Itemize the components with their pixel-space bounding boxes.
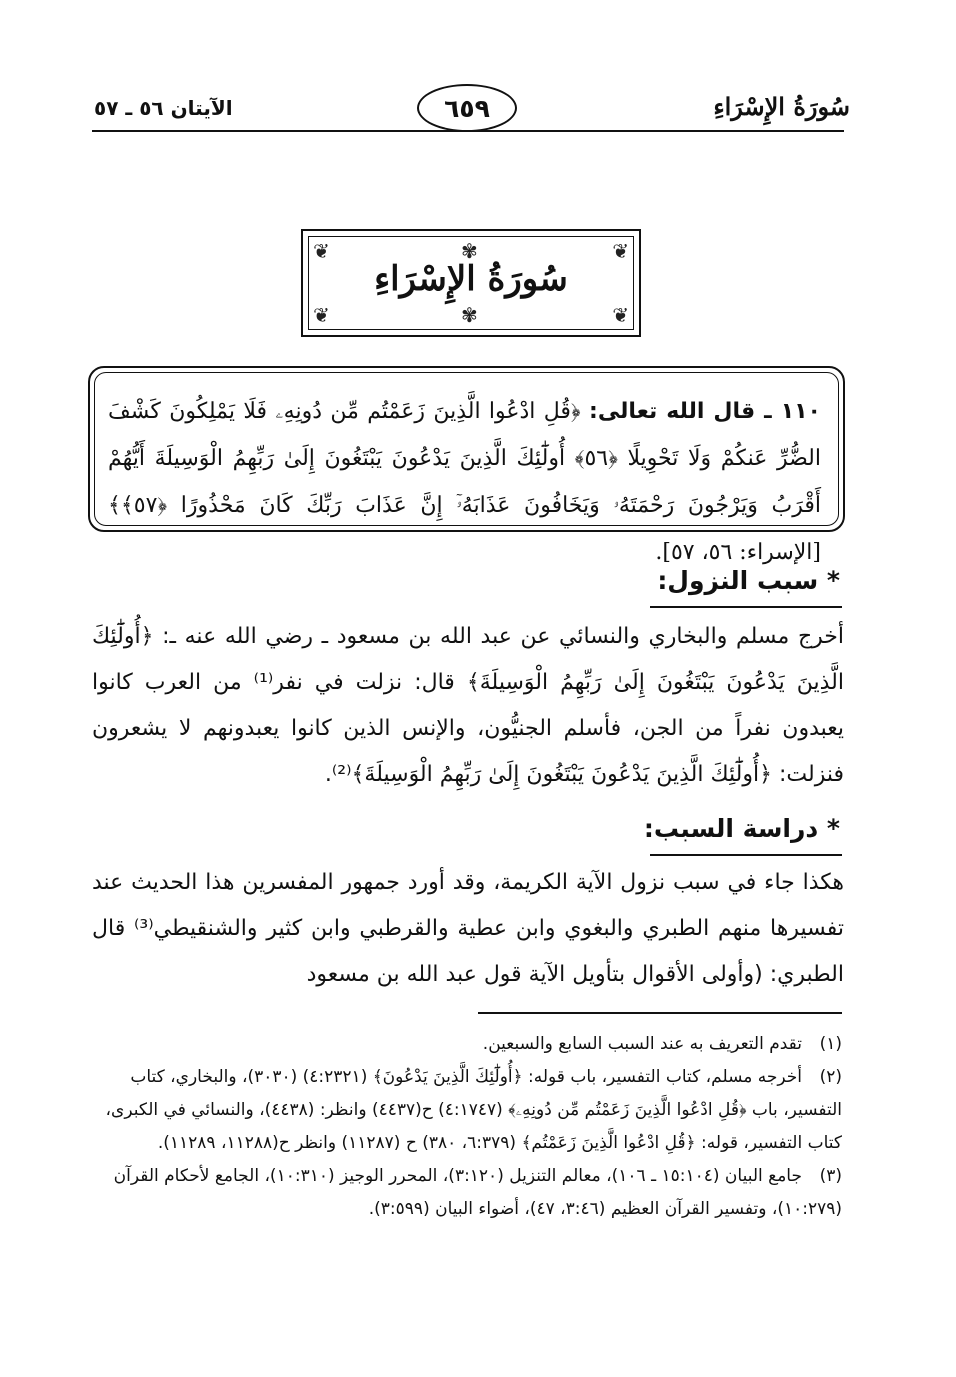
running-header-ayat-range: الآيتان ٥٦ ـ ٥٧ [94, 96, 233, 120]
footnote-item [92, 1160, 842, 1226]
page-number: ٦٥٩ [417, 84, 517, 132]
corner-ornament-icon: ❦ [612, 239, 629, 263]
footnote-item [92, 1061, 842, 1160]
running-header-surah-name: سُورَةُ الإِسْرَاءِ [713, 92, 850, 121]
footnote-divider [478, 1012, 842, 1014]
footnote-item [92, 1028, 842, 1061]
section-heading-study: * دراسة السبب: [643, 814, 840, 843]
footnote-text: أخرجه مسلم، كتاب التفسير، باب قوله: ﴿أُولَٰٓئِكَ الَّذِينَ يَدْعُونَ﴾ (٤:٢٣٢١) (٣٠٣٠)، والبخاري، كتاب التفسير، باب ﴿قُلِ ادْعُوا الَّذِينَ زَعَمْتُم مِّن دُونِهِۦ﴾ (٤:١٧٤٧) ح(٤٤٣٧) وانظر: (٤٤٣٨)، والنسائي في الكبرى، كتاب التفسير، قوله: ﴿قُلِ ادْعُوا الَّذِينَ زَعَمْتُم﴾ (٦:٣٧٩، ٣٨٠) ح (١١٢٨٧) وانظر ح(١١٢٨٨، ١١٢٨٩). [105, 1067, 842, 1153]
footnote-number: (٣) [819, 1166, 842, 1186]
corner-ornament-icon: ❦ [313, 303, 330, 327]
verse-box [88, 366, 845, 565]
footnote-text: تقدم التعريف به عند السبب السابع والسبعين. [482, 1034, 802, 1054]
verse-text: ﴿قُلِ ادْعُوا الَّذِينَ زَعَمْتُم مِّن دُونِهِۦ فَلَا يَمْلِكُونَ كَشْفَ الضُّرِّ عَنكُمْ وَلَا تَحْوِيلًا ﴿٥٦﴾ أُولَٰٓئِكَ الَّذِينَ يَدْعُونَ يَبْتَغُونَ إِلَىٰ رَبِّهِمُ الْوَسِيلَةَ أَيُّهُمْ أَقْرَبُ وَيَرْجُونَ رَحْمَتَهُۥ وَيَخَافُونَ عَذَابَهُۥٓ إِنَّ عَذَابَ رَبِّكَ كَانَ مَحْذُورًا ﴿٥٧﴾﴾ [الإسراء: ٥٦، ٥٧]. [108, 399, 821, 565]
footnotes [92, 1028, 842, 1226]
verse-text-block [108, 388, 821, 576]
corner-ornament-icon: ❦ [612, 303, 629, 327]
section-heading-underline [650, 854, 842, 856]
footnote-number: (٢) [819, 1067, 842, 1087]
footnote-number: (١) [819, 1034, 842, 1054]
top-ornament-icon: ✾ [461, 239, 478, 263]
footnote-text: جامع البيان (١٥:١٠٤ ـ ١٠٦)، معالم التنزيل (٣:١٢٠)، المحرر الوجيز (١٠:٣١٠)، الجامع لأحكام القرآن (١٠:٢٧٩)، وتفسير القرآن العظيم (٣:٤٦، ٤٧)، أضواء البيان (٣:٥٩٩). [113, 1166, 842, 1219]
verse-number-label: ١١٠ ـ قال الله تعالى: [589, 399, 821, 424]
section-heading-reason: * سبب النزول: [657, 566, 840, 595]
section-heading-underline [650, 606, 842, 608]
bottom-ornament-icon: ✾ [461, 303, 478, 327]
corner-ornament-icon: ❦ [313, 239, 330, 263]
header-divider [92, 130, 844, 132]
section-paragraph-reason: أخرج مسلم والبخاري والنسائي عن عبد الله بن مسعود ـ رضي الله عنه ـ: ﴿أُولَٰٓئِكَ الَّذِينَ يَدْعُونَ يَبْتَغُونَ إِلَىٰ رَبِّهِمُ الْوَسِيلَةَ﴾ قال: نزلت في نفر⁽¹⁾ من العرب كانوا يعبدون نفراً من الجن، فأسلم الجنيُّون، والإنس الذين كانوا يعبدونهم لا يشعرون فنزلت: ﴿أُولَٰٓئِكَ الَّذِينَ يَدْعُونَ يَبْتَغُونَ إِلَىٰ رَبِّهِمُ الْوَسِيلَةَ﴾⁽²⁾. [92, 624, 844, 787]
surah-title-frame [301, 229, 641, 337]
section-paragraph-study: هكذا جاء في سبب نزول الآية الكريمة، وقد أورد جمهور المفسرين هذا الحديث عند تفسيرها منهم الطبري والبغوي وابن عطية والقرطبي وابن كثير والشنقيطي⁽³⁾ قال الطبري: (وأولى الأقوال بتأويل الآية قول عبد الله بن مسعود [92, 870, 844, 987]
surah-title: سُورَةُ الإِسْرَاءِ [374, 259, 568, 299]
